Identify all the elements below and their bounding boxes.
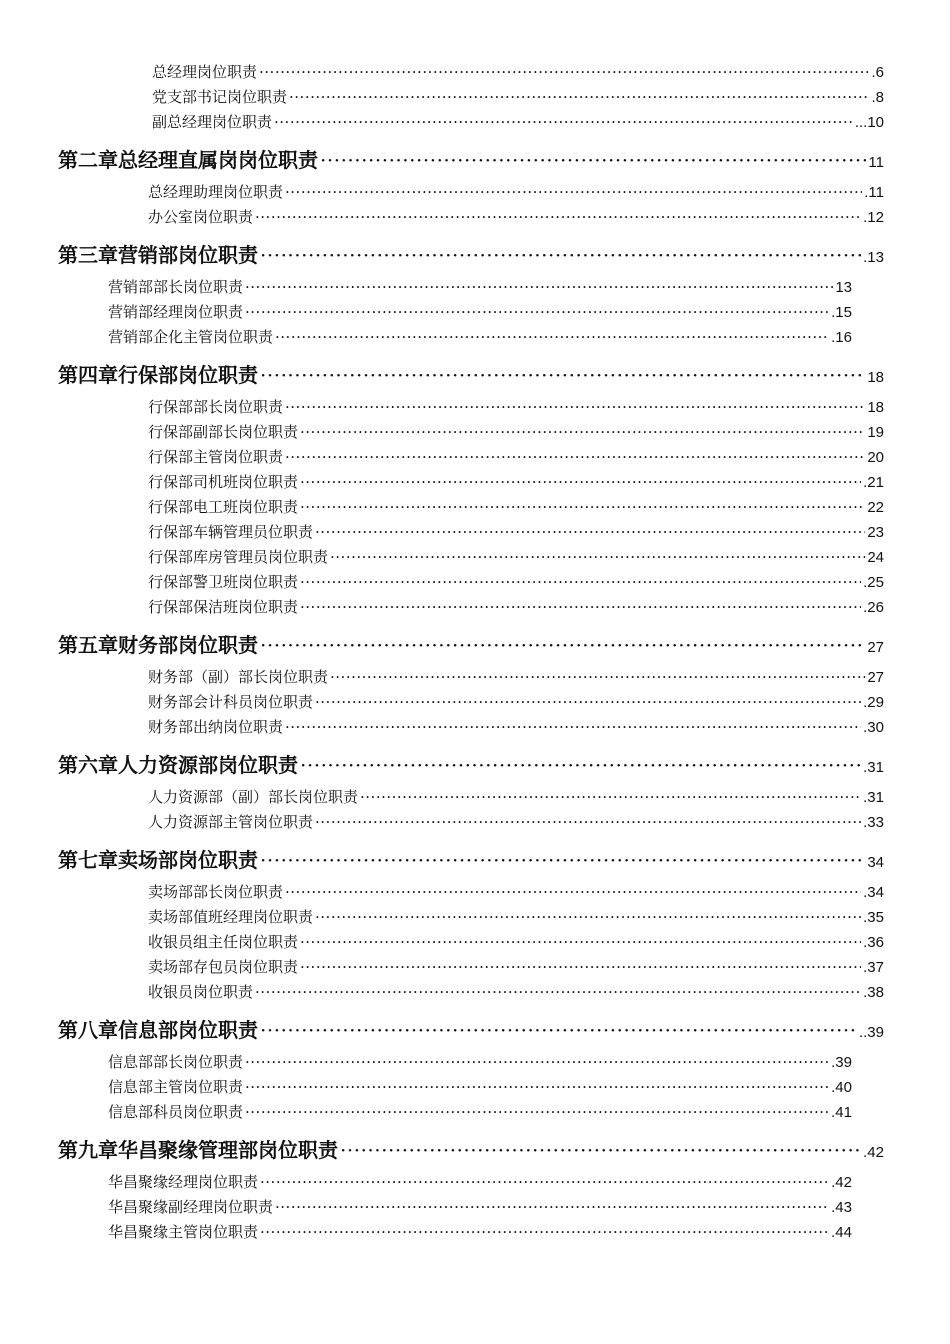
page-number: 18 <box>867 399 884 416</box>
toc-entry[interactable] <box>0 60 950 85</box>
page-number: .42 <box>863 1144 884 1161</box>
toc-entry[interactable] <box>0 1100 950 1125</box>
toc-entry[interactable] <box>0 1170 950 1195</box>
toc-entry[interactable] <box>0 420 950 445</box>
dot-leader <box>260 843 865 877</box>
entry-title: 财务部会计科员岗位职责 <box>148 693 314 711</box>
chapter-title: 人力资源部岗位职责 <box>118 753 298 777</box>
page-number: .15 <box>831 304 852 321</box>
dot-leader <box>315 520 865 545</box>
dot-leader <box>259 60 869 85</box>
entry-title: 信息部科员岗位职责 <box>108 1103 244 1121</box>
toc-entry[interactable] <box>0 545 950 570</box>
toc-entry[interactable] <box>0 810 950 835</box>
page-number: .38 <box>863 984 884 1001</box>
dot-leader <box>320 143 866 177</box>
entry-title: 总经理助理岗位职责 <box>148 183 284 201</box>
toc-entry[interactable] <box>0 715 950 740</box>
entry-title: 信息部主管岗位职责 <box>108 1078 244 1096</box>
page-number: .44 <box>831 1224 852 1241</box>
page-number: .41 <box>831 1104 852 1121</box>
dot-leader <box>274 110 853 135</box>
page-number: .33 <box>863 814 884 831</box>
chapter-title: 财务部岗位职责 <box>118 633 258 657</box>
toc-entry[interactable] <box>0 665 950 690</box>
page-number: ...10 <box>854 114 884 131</box>
toc-entry[interactable] <box>0 445 950 470</box>
chapter-title: 营销部岗位职责 <box>118 243 258 267</box>
entry-title: 收银员组主任岗位职责 <box>148 933 299 951</box>
toc-entry[interactable] <box>0 1220 950 1245</box>
entry-title: 行保部副部长岗位职责 <box>148 423 299 441</box>
page-number: .30 <box>863 719 884 736</box>
entry-title: 华昌聚缘主管岗位职责 <box>108 1223 259 1241</box>
dot-leader <box>255 205 861 230</box>
chapter-title: 华昌聚缘管理部岗位职责 <box>118 1138 338 1162</box>
entry-title: 华昌聚缘副经理岗位职责 <box>108 1198 274 1216</box>
dot-leader <box>260 238 861 272</box>
entry-title: 财务部出纳岗位职责 <box>148 718 284 736</box>
page-number: .36 <box>863 934 884 951</box>
chapter-number: 第八章 <box>58 1018 118 1042</box>
page-number: 11 <box>868 154 884 171</box>
dot-leader <box>275 1195 829 1220</box>
page-number: .8 <box>871 89 884 106</box>
entry-title: 行保部主管岗位职责 <box>148 448 284 466</box>
page-number: .31 <box>863 759 884 776</box>
dot-leader <box>300 955 861 980</box>
entry-title: 党支部书记岗位职责 <box>152 88 288 106</box>
page-number: .11 <box>864 184 884 201</box>
page-number: .29 <box>863 694 884 711</box>
dot-leader <box>315 690 861 715</box>
dot-leader <box>315 810 861 835</box>
dot-leader <box>285 715 861 740</box>
page-number: .6 <box>871 64 884 81</box>
toc-entry[interactable] <box>0 595 950 620</box>
dot-leader <box>245 275 833 300</box>
page-number: .35 <box>863 909 884 926</box>
dot-leader <box>285 880 861 905</box>
toc-entry[interactable] <box>0 905 950 930</box>
page-number: .26 <box>863 599 884 616</box>
page-number: .42 <box>831 1174 852 1191</box>
page-number: .16 <box>831 329 852 346</box>
toc-entry[interactable] <box>0 470 950 495</box>
dot-leader <box>300 748 861 782</box>
toc-chapter-heading[interactable] <box>0 628 950 662</box>
table-of-contents <box>0 60 950 1245</box>
page-number: 23 <box>867 524 884 541</box>
toc-entry[interactable] <box>0 205 950 230</box>
toc-entry[interactable] <box>0 180 950 205</box>
page-number: 34 <box>867 854 884 871</box>
entry-title: 行保部部长岗位职责 <box>148 398 284 416</box>
toc-entry[interactable] <box>0 110 950 135</box>
toc-chapter-heading[interactable] <box>0 1013 950 1047</box>
page-number: ..39 <box>858 1024 884 1041</box>
toc-entry[interactable] <box>0 85 950 110</box>
toc-entry[interactable] <box>0 1195 950 1220</box>
page-number: .34 <box>863 884 884 901</box>
toc-entry[interactable] <box>0 395 950 420</box>
dot-leader <box>260 1013 857 1047</box>
page-number: 27 <box>867 669 884 686</box>
entry-title: 收银员岗位职责 <box>148 983 254 1001</box>
dot-leader <box>260 1220 829 1245</box>
dot-leader <box>300 595 861 620</box>
page-number: 18 <box>867 369 884 386</box>
entry-title: 卖场部存包员岗位职责 <box>148 958 299 976</box>
toc-entry[interactable] <box>0 1075 950 1100</box>
page-number: .25 <box>863 574 884 591</box>
dot-leader <box>300 930 861 955</box>
entry-title: 行保部警卫班岗位职责 <box>148 573 299 591</box>
toc-chapter-heading[interactable] <box>0 238 950 272</box>
chapter-number: 第六章 <box>58 753 118 777</box>
entry-title: 行保部电工班岗位职责 <box>148 498 299 516</box>
toc-entry[interactable] <box>0 325 950 350</box>
page-number: .37 <box>863 959 884 976</box>
toc-entry[interactable] <box>0 570 950 595</box>
toc-entry[interactable] <box>0 785 950 810</box>
dot-leader <box>275 325 829 350</box>
page-number: 19 <box>867 424 884 441</box>
page-number: 13 <box>835 279 852 296</box>
entry-title: 信息部部长岗位职责 <box>108 1053 244 1071</box>
toc-entry[interactable] <box>0 690 950 715</box>
toc-entry[interactable] <box>0 955 950 980</box>
entry-title: 人力资源部主管岗位职责 <box>148 813 314 831</box>
toc-entry[interactable] <box>0 495 950 520</box>
dot-leader <box>315 905 861 930</box>
dot-leader <box>285 445 865 470</box>
page-number: .39 <box>831 1054 852 1071</box>
toc-entry[interactable] <box>0 1050 950 1075</box>
entry-title: 总经理岗位职责 <box>152 63 258 81</box>
page-number: .12 <box>863 209 884 226</box>
chapter-title: 卖场部岗位职责 <box>118 848 258 872</box>
chapter-number: 第四章 <box>58 363 118 387</box>
entry-title: 华昌聚缘经理岗位职责 <box>108 1173 259 1191</box>
dot-leader <box>300 495 865 520</box>
toc-chapter-heading[interactable] <box>0 1133 950 1167</box>
page-number: 24 <box>867 549 884 566</box>
page-number: .40 <box>831 1079 852 1096</box>
dot-leader <box>340 1133 861 1167</box>
chapter-number: 第五章 <box>58 633 118 657</box>
toc-chapter-heading[interactable] <box>0 843 950 877</box>
dot-leader <box>260 628 865 662</box>
dot-leader <box>330 545 865 570</box>
page-number: 22 <box>867 499 884 516</box>
chapter-number: 第三章 <box>58 243 118 267</box>
dot-leader <box>330 665 865 690</box>
toc-entry[interactable] <box>0 880 950 905</box>
chapter-title: 信息部岗位职责 <box>118 1018 258 1042</box>
entry-title: 行保部司机班岗位职责 <box>148 473 299 491</box>
entry-title: 行保部库房管理员岗位职责 <box>148 548 329 566</box>
toc-entry[interactable] <box>0 520 950 545</box>
toc-chapter-heading[interactable] <box>0 143 950 177</box>
entry-title: 营销部经理岗位职责 <box>108 303 244 321</box>
toc-entry[interactable] <box>0 300 950 325</box>
entry-title: 营销部部长岗位职责 <box>108 278 244 296</box>
entry-title: 卖场部值班经理岗位职责 <box>148 908 314 926</box>
dot-leader <box>300 420 865 445</box>
chapter-number: 第二章 <box>58 148 118 172</box>
dot-leader <box>360 785 861 810</box>
dot-leader <box>289 85 869 110</box>
dot-leader <box>255 980 861 1005</box>
chapter-title: 总经理直属岗岗位职责 <box>118 148 318 172</box>
toc-entry[interactable] <box>0 980 950 1005</box>
entry-title: 财务部（副）部长岗位职责 <box>148 668 329 686</box>
page-number: .21 <box>863 474 884 491</box>
dot-leader <box>245 1050 829 1075</box>
page-number: .43 <box>831 1199 852 1216</box>
toc-chapter-heading[interactable] <box>0 358 950 392</box>
chapter-number: 第九章 <box>58 1138 118 1162</box>
entry-title: 副总经理岗位职责 <box>152 113 273 131</box>
dot-leader <box>245 300 829 325</box>
dot-leader <box>285 180 862 205</box>
dot-leader <box>260 358 865 392</box>
toc-chapter-heading[interactable] <box>0 748 950 782</box>
page-number: .31 <box>863 789 884 806</box>
entry-title: 营销部企化主管岗位职责 <box>108 328 274 346</box>
entry-title: 行保部保洁班岗位职责 <box>148 598 299 616</box>
chapter-number: 第七章 <box>58 848 118 872</box>
dot-leader <box>285 395 865 420</box>
entry-title: 行保部车辆管理员位职责 <box>148 523 314 541</box>
toc-entry[interactable] <box>0 930 950 955</box>
dot-leader <box>300 570 861 595</box>
dot-leader <box>245 1100 829 1125</box>
entry-title: 卖场部部长岗位职责 <box>148 883 284 901</box>
page-number: 27 <box>867 639 884 656</box>
dot-leader <box>245 1075 829 1100</box>
entry-title: 办公室岗位职责 <box>148 208 254 226</box>
page-number: 20 <box>867 449 884 466</box>
dot-leader <box>260 1170 829 1195</box>
page-number: .13 <box>863 249 884 266</box>
entry-title: 人力资源部（副）部长岗位职责 <box>148 788 359 806</box>
toc-entry[interactable] <box>0 275 950 300</box>
chapter-title: 行保部岗位职责 <box>118 363 258 387</box>
dot-leader <box>300 470 861 495</box>
